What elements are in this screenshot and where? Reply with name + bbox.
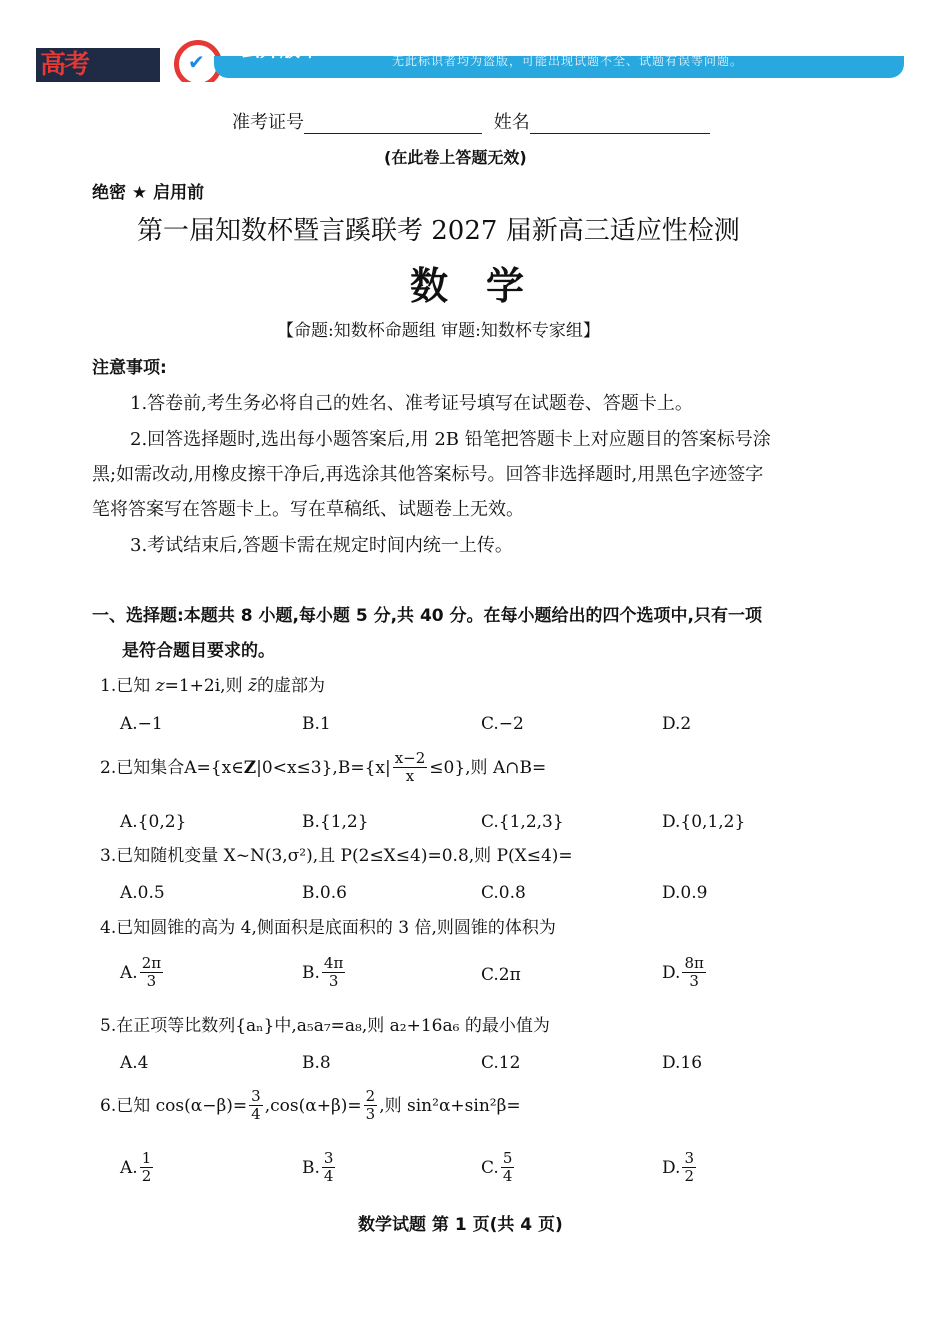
q6-stem-2: ,cos(α+β)= bbox=[264, 1095, 362, 1116]
note-2-line-1: 2.回答选择题时,选出每小题答案后,用 2B 铅笔把答题卡上对应题目的答案标号涂 bbox=[130, 429, 771, 450]
q6-c-den: 4 bbox=[502, 1167, 513, 1186]
q1-var-z: z bbox=[155, 676, 165, 696]
q2-frac-num: x−2 bbox=[394, 749, 426, 767]
q4-a-num: 2π bbox=[141, 954, 162, 972]
q6-d-label: D. bbox=[662, 1157, 681, 1178]
q2-option-d[interactable]: D.{0,1,2} bbox=[662, 812, 746, 832]
q6-a-fraction bbox=[140, 1150, 154, 1186]
q6-b-fraction bbox=[322, 1150, 336, 1186]
section-1-heading-cont: 是符合题目要求的。 bbox=[122, 641, 275, 661]
q4-option-b[interactable] bbox=[302, 955, 347, 991]
exam-id-label: 准考证号 bbox=[232, 112, 304, 133]
q4-b-fraction bbox=[322, 955, 345, 991]
q6-fraction-1 bbox=[249, 1088, 263, 1124]
q1-option-c[interactable]: C.−2 bbox=[481, 714, 524, 734]
check-icon: ✔ bbox=[188, 50, 205, 74]
note-3: 3.考试结束后,答题卡需在规定时间内统一上传。 bbox=[130, 535, 513, 556]
q4-b-den: 3 bbox=[328, 972, 339, 991]
q6-option-c[interactable] bbox=[481, 1150, 516, 1186]
note-1: 1.答卷前,考生务必将自己的姓名、准考证号填写在试题卷、答题卡上。 bbox=[130, 393, 693, 414]
q2-prefix: 2.已知集合 bbox=[100, 757, 185, 778]
q4-option-c[interactable]: C.2π bbox=[481, 965, 521, 985]
q6-b-label: B. bbox=[302, 1157, 320, 1178]
q4-d-label: D. bbox=[662, 962, 681, 983]
q3-option-d[interactable]: D.0.9 bbox=[662, 883, 708, 903]
question-6 bbox=[100, 1088, 521, 1124]
q2-stem-end: ≤0},则 A∩B= bbox=[429, 757, 547, 778]
q2-fraction bbox=[393, 750, 428, 786]
q4-a-den: 3 bbox=[146, 972, 157, 991]
q4-d-fraction bbox=[682, 955, 705, 991]
q5-option-d[interactable]: D.16 bbox=[662, 1053, 703, 1073]
q5-option-c[interactable]: C.12 bbox=[481, 1053, 521, 1073]
q4-d-den: 3 bbox=[689, 972, 699, 991]
q4-a-label: A. bbox=[120, 962, 138, 983]
q6-d-num: 3 bbox=[684, 1149, 694, 1167]
q2-frac-den: x bbox=[405, 767, 415, 786]
exam-id-row bbox=[232, 112, 710, 134]
q6-c-fraction bbox=[501, 1150, 515, 1186]
q6-c-num: 5 bbox=[502, 1149, 513, 1167]
page-footer: 数学试题 第 1 页(共 4 页) bbox=[358, 1215, 563, 1235]
q6-a-label: A. bbox=[120, 1157, 138, 1178]
q6-d-fraction bbox=[682, 1150, 696, 1186]
exam-id-field[interactable] bbox=[304, 115, 482, 134]
q1-prefix: 1.已知 bbox=[100, 676, 151, 696]
q2-integers: Z bbox=[243, 757, 257, 778]
q2-option-b[interactable]: B.{1,2} bbox=[302, 812, 369, 832]
top-banner bbox=[0, 0, 950, 82]
q1-option-a[interactable]: A.−1 bbox=[120, 714, 163, 734]
q1-stem-end: 的虚部为 bbox=[256, 676, 325, 696]
q3-option-c[interactable]: C.0.8 bbox=[481, 883, 526, 903]
q6-b-den: 4 bbox=[323, 1167, 334, 1186]
q6-f1-num: 3 bbox=[251, 1087, 261, 1105]
q5-option-a[interactable]: A.4 bbox=[120, 1053, 149, 1073]
q6-option-b[interactable] bbox=[302, 1150, 337, 1186]
q6-f1-den: 4 bbox=[251, 1105, 261, 1124]
q4-b-num: 4π bbox=[323, 954, 344, 972]
q6-stem-1: 6.已知 cos(α−β)= bbox=[100, 1095, 248, 1116]
q2-set-a-cond: |0<x≤3},B={x| bbox=[256, 757, 391, 778]
question-4: 4.已知圆锥的高为 4,侧面积是底面积的 3 倍,则圆锥的体积为 bbox=[100, 918, 556, 938]
notes-heading: 注意事项: bbox=[92, 358, 167, 378]
secret-mark: 绝密 ★ 启用前 bbox=[92, 183, 205, 203]
question-3: 3.已知随机变量 X~N(3,σ²),且 P(2≤X≤4)=0.8,则 P(X≤4)= bbox=[100, 846, 573, 866]
q1-option-b[interactable]: B.1 bbox=[302, 714, 331, 734]
q1-var-zbar: z̄ bbox=[247, 676, 257, 696]
note-2-line-3: 笔将答案写在答题卡上。写在草稿纸、试题卷上无效。 bbox=[92, 499, 524, 520]
logo: 高考 bbox=[40, 50, 89, 80]
q4-a-fraction bbox=[140, 955, 163, 991]
banner-notice: 无此标识者均为盗版，可能出现试题不全、试题有误等问题。 bbox=[392, 54, 744, 68]
q5-option-b[interactable]: B.8 bbox=[302, 1053, 331, 1073]
q1-option-d[interactable]: D.2 bbox=[662, 714, 692, 734]
q6-c-label: C. bbox=[481, 1157, 499, 1178]
q6-a-den: 2 bbox=[141, 1167, 152, 1186]
q6-a-num: 1 bbox=[141, 1149, 152, 1167]
q4-b-label: B. bbox=[302, 962, 320, 983]
question-2 bbox=[100, 750, 546, 786]
authors-line: 【命题:知数杯命题组 审题:知数杯专家组】 bbox=[277, 321, 600, 341]
q6-stem-3: ,则 sin²α+sin²β= bbox=[379, 1095, 521, 1116]
q6-f2-den: 3 bbox=[365, 1105, 376, 1124]
q4-option-a[interactable] bbox=[120, 955, 165, 991]
q6-b-num: 3 bbox=[323, 1149, 334, 1167]
q6-f2-num: 2 bbox=[365, 1087, 376, 1105]
q4-d-num: 8π bbox=[684, 954, 704, 972]
exam-title: 第一届知数杯暨言蹊联考 2027 届新高三适应性检测 bbox=[137, 216, 740, 246]
q4-option-d[interactable] bbox=[662, 955, 708, 991]
question-1 bbox=[100, 676, 325, 696]
q6-d-den: 2 bbox=[684, 1167, 694, 1186]
section-1-heading: 一、选择题:本题共 8 小题,每小题 5 分,共 40 分。在每小题给出的四个选项中,只有一项 bbox=[92, 606, 762, 626]
invalid-note: (在此卷上答题无效) bbox=[384, 148, 527, 167]
q6-option-a[interactable] bbox=[120, 1150, 155, 1186]
name-label: 姓名 bbox=[493, 112, 530, 133]
subject-title: 数 学 bbox=[410, 264, 525, 308]
banner-brand: 云开版本 bbox=[240, 37, 320, 61]
q1-stem: =1+2i,则 bbox=[164, 676, 243, 696]
q2-option-a[interactable]: A.{0,2} bbox=[120, 812, 187, 832]
q3-option-b[interactable]: B.0.6 bbox=[302, 883, 347, 903]
q2-set-a: A={x∈ bbox=[184, 757, 244, 778]
q6-option-d[interactable] bbox=[662, 1150, 698, 1186]
question-5: 5.在正项等比数列{aₙ}中,a₅a₇=a₈,则 a₂+16a₆ 的最小值为 bbox=[100, 1016, 550, 1036]
q3-option-a[interactable]: A.0.5 bbox=[120, 883, 165, 903]
q2-option-c[interactable]: C.{1,2,3} bbox=[481, 812, 564, 832]
name-field[interactable] bbox=[530, 115, 710, 134]
note-2-line-2: 黑;如需改动,用橡皮擦干净后,再选涂其他答案标号。回答非选择题时,用黑色字迹签字 bbox=[92, 464, 764, 485]
q6-fraction-2 bbox=[364, 1088, 378, 1124]
